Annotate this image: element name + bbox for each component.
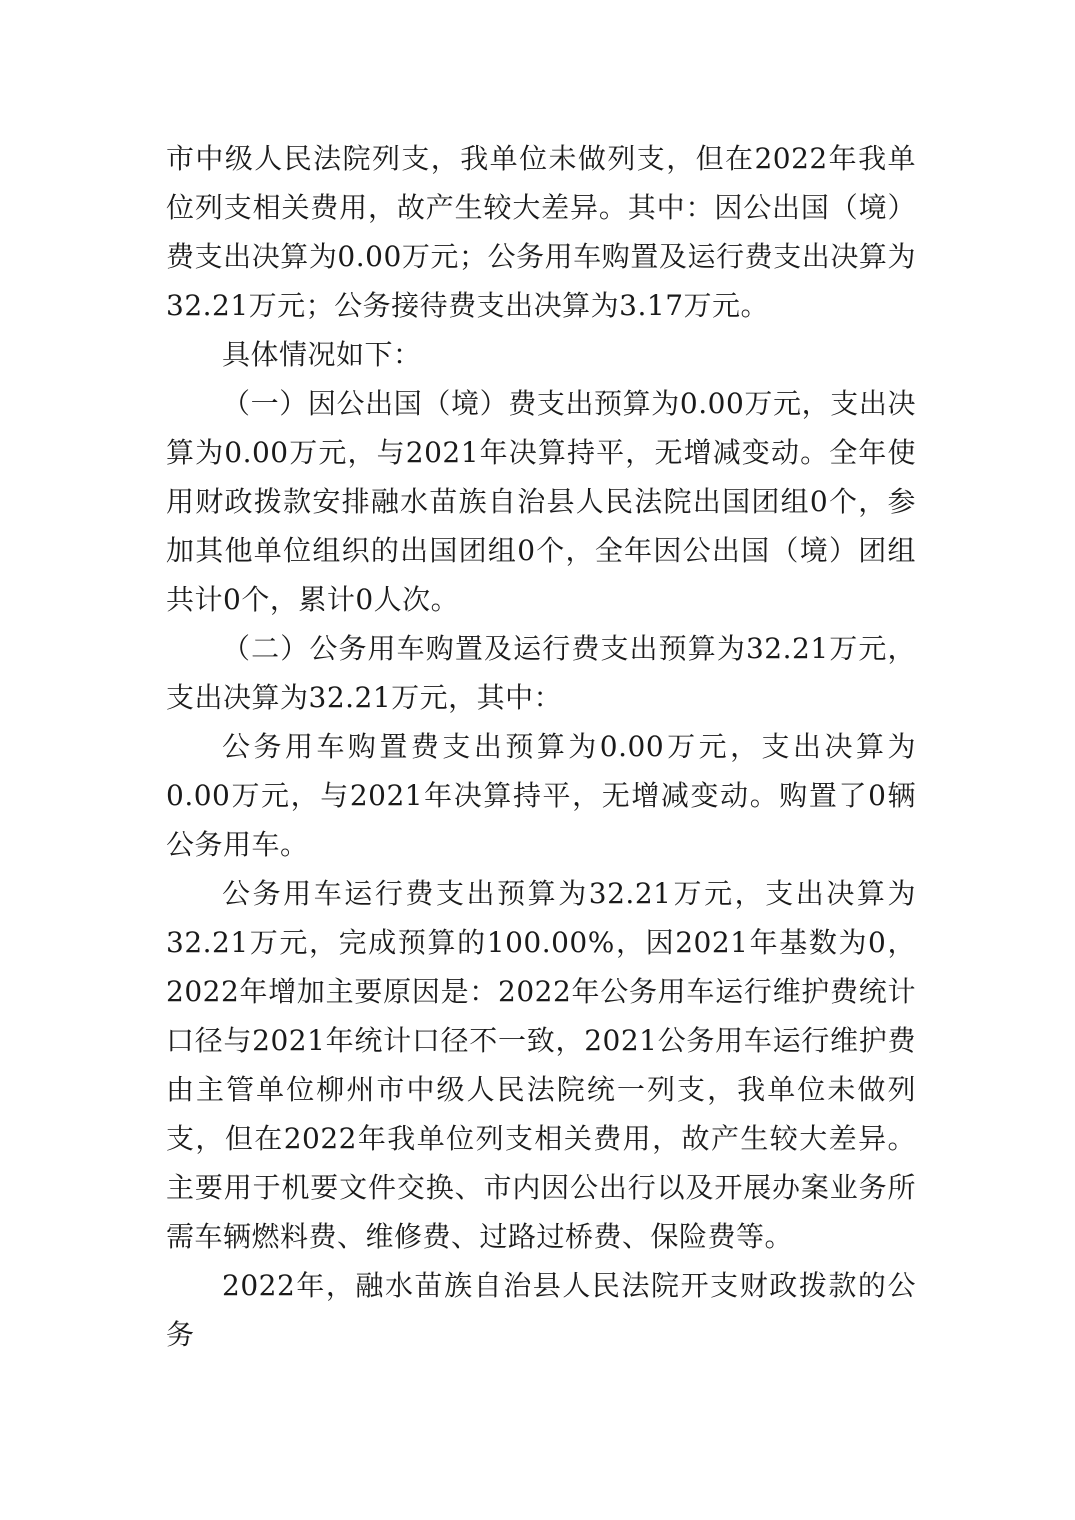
paragraph-vehicle-total: （二）公务用车购置及运行费支出预算为32.21万元，支出决算为32.21万元，其中： <box>166 632 916 714</box>
paragraph-overseas-travel: （一）因公出国（境）费支出预算为0.00万元，支出决算为0.00万元，与2021年决算持平，无增减变动。全年使用财政拨款安排融水苗族自治县人民法院出国团组0个，参加其他单位组织的出国团组0个，全年因公出国（境）团组共计0个，累计0人次。 <box>166 387 916 616</box>
paragraph-details-intro: 具体情况如下： <box>222 338 422 371</box>
paragraph-vehicle-operation: 公务用车运行费支出预算为32.21万元，支出决算为32.21万元，完成预算的100.00%，因2021年基数为0，2022年增加主要原因是：2022年公务用车运行维护费统计口径与2021年统计口径不一致，2021公务用车运行维护费由主管单位柳州市中级人民法院统一列支，我单位未做列支，但在2022年我单位列支相关费用，故产生较大差异。主要用于机要文件交换、市内因公出行以及开展办案业务所需车辆燃料费、维修费、过路过桥费、保险费等。 <box>166 877 916 1253</box>
paragraph-vehicle-purchase: 公务用车购置费支出预算为0.00万元，支出决算为0.00万元，与2021年决算持平，无增减变动。购置了0辆公务用车。 <box>166 730 916 861</box>
paragraph-continuation: 市中级人民法院列支，我单位未做列支，但在2022年我单位列支相关费用，故产生较大差异。其中：因公出国（境）费支出决算为0.00万元；公务用车购置及运行费支出决算为32.21万元；公务接待费支出决算为3.17万元。 <box>166 142 916 322</box>
document-body <box>166 134 916 1359</box>
paragraph-reception-start: 2022年，融水苗族自治县人民法院开支财政拨款的公务 <box>166 1269 916 1351</box>
